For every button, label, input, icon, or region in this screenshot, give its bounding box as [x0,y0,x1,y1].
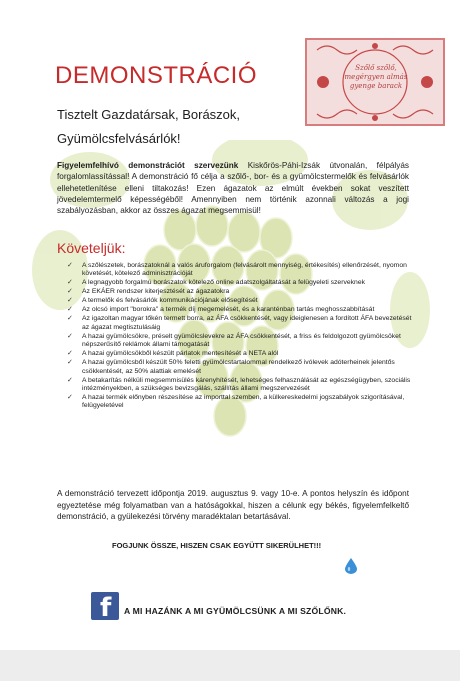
demand-text: A legnagyobb forgalmú borászatok kötelező online adatszolgáltatását a felügyeleti szerveknek [82,279,366,287]
footer-slogan: A MI HAZÁNK A MI GYÜMÖLCSÜNK A MI SZŐLŐNK. [124,606,347,616]
checkmark-icon: ✓ [67,288,73,296]
intro-lead: Figyelemfelhívó demonstrációt szervezünk [57,161,239,170]
checkmark-icon: ✓ [67,359,73,367]
stamp-line: Szőlő szőlő, [355,64,397,72]
demand-text: A betakarítás nélküli megsemmisülés kárenyhítését, lehetséges felhasználását az egészségügyben, szociális intézményekben, a szükséges bevizsgálás, szállítás állami megszervezését [82,376,411,393]
demands-list [66,262,416,411]
intro-paragraph [57,160,409,216]
page-title: DEMONSTRÁCIÓ [55,62,258,89]
checkmark-icon: ✓ [67,376,73,384]
checkmark-icon: ✓ [67,332,73,340]
stamp-line: gyenge barack [349,82,403,90]
greeting-line: Gyümölcsfelvásárlók! [57,131,181,146]
checkmark-icon: ✓ [67,262,73,269]
demand-item [66,350,416,358]
demand-item [66,306,416,314]
demand-item [66,262,416,279]
demand-text: A hazai gyümölcsökből készült párlatok mentesítését a NETA alól [82,350,279,358]
demand-item [66,315,416,332]
closing-paragraph: A demonstráció tervezett időpontja 2019. augusztus 9. vagy 10-e. A pontos helyszín és időpont egyeztetése még folyamatban van a hatóságokkal, hiszen a célunk egy békés, figyelemfelkeltő demonstráció, a gyülekezési törvény maradéktalan betartásával. [57,489,409,521]
folk-art-stamp [305,38,445,126]
greeting [57,103,317,151]
greeting-line: Tisztelt Gazdatársak, Borászok, [57,107,241,122]
demand-item [66,333,416,350]
stamp-line: megérgyen almás [344,73,408,81]
demand-item [66,288,416,296]
demand-item [66,297,416,305]
motto: FOGJUNK ÖSSZE, HISZEN CSAK EGYÜTT SIKERÜLHET!!! [112,541,322,550]
demand-item [66,394,416,411]
demand-text: Az olcsó import "borokra" a termék díj megemelését, és a karanténban tartás meghosszabbítását [82,306,375,314]
demand-text: Az EKÁER rendszer kiterjesztését az ágazatokra [82,288,230,296]
checkmark-icon: ✓ [67,315,73,323]
demand-text: A termelők és felvásárlók kommunikációjának elősegítését [82,297,258,305]
demand-text: A hazai gyümölcsből készült 50% feletti gyümölcstartalommal rendelkező ivólevek adóterheinek jelentős csökkentését, az 50% alattiak emelését [82,359,395,375]
demand-text: A hazai termék előnyben részesítése az importtal szemben, a külkereskedelmi jogszabályok szigorításával, felügyeletével [82,394,405,410]
demand-item [66,359,416,376]
facebook-icon[interactable]: f [91,592,119,620]
demand-text: A szőlészetek, borászatoknál a valós áruforgalom (felvásárolt mennyiség, értékesítés) ellenőrzését, nyomon követését, kötelező adminisztrációját [82,262,407,278]
checkmark-icon: ✓ [67,350,73,358]
demands-heading: Követeljük: [57,240,126,256]
checkmark-icon: ✓ [67,297,73,305]
checkmark-icon: ✓ [67,306,73,314]
demand-item [66,279,416,287]
demand-text: Az igazoltan magyar tőkén termett borra, az ÁFA csökkentését, vagy ideiglenesen a fordított ÁFA bevezetését az ágazat megtisztulásáig [82,315,412,331]
stamp-text [343,64,409,91]
checkmark-icon: ✓ [67,394,73,402]
demand-item [66,377,416,394]
water-drop-icon [345,558,357,574]
intro-text: Kiskőrös-Páhi-Izsák útvonalán, félpályás forgalomlassítással! A demonstráció fő célja a szőlő-, bor- és a gyümölcstermelők és felvásárlók ellehetetlenítése elleni tiltakozás! Ezen ágazatok az elmúlt években sokat veszített jövedelemtermelő képességéből! Amennyiben nem történik azonnali változás a jogi szabályozásban, akkor az összes ágazat megsemmisül! [57,161,409,216]
checkmark-icon: ✓ [67,279,73,287]
demand-text: A hazai gyümölcsökre, préselt gyümölcslevekre az ÁFA csökkentését, a friss és feldolgozott gyümölcsöket népszerűsítő reklámok állami támogatását [82,332,401,349]
